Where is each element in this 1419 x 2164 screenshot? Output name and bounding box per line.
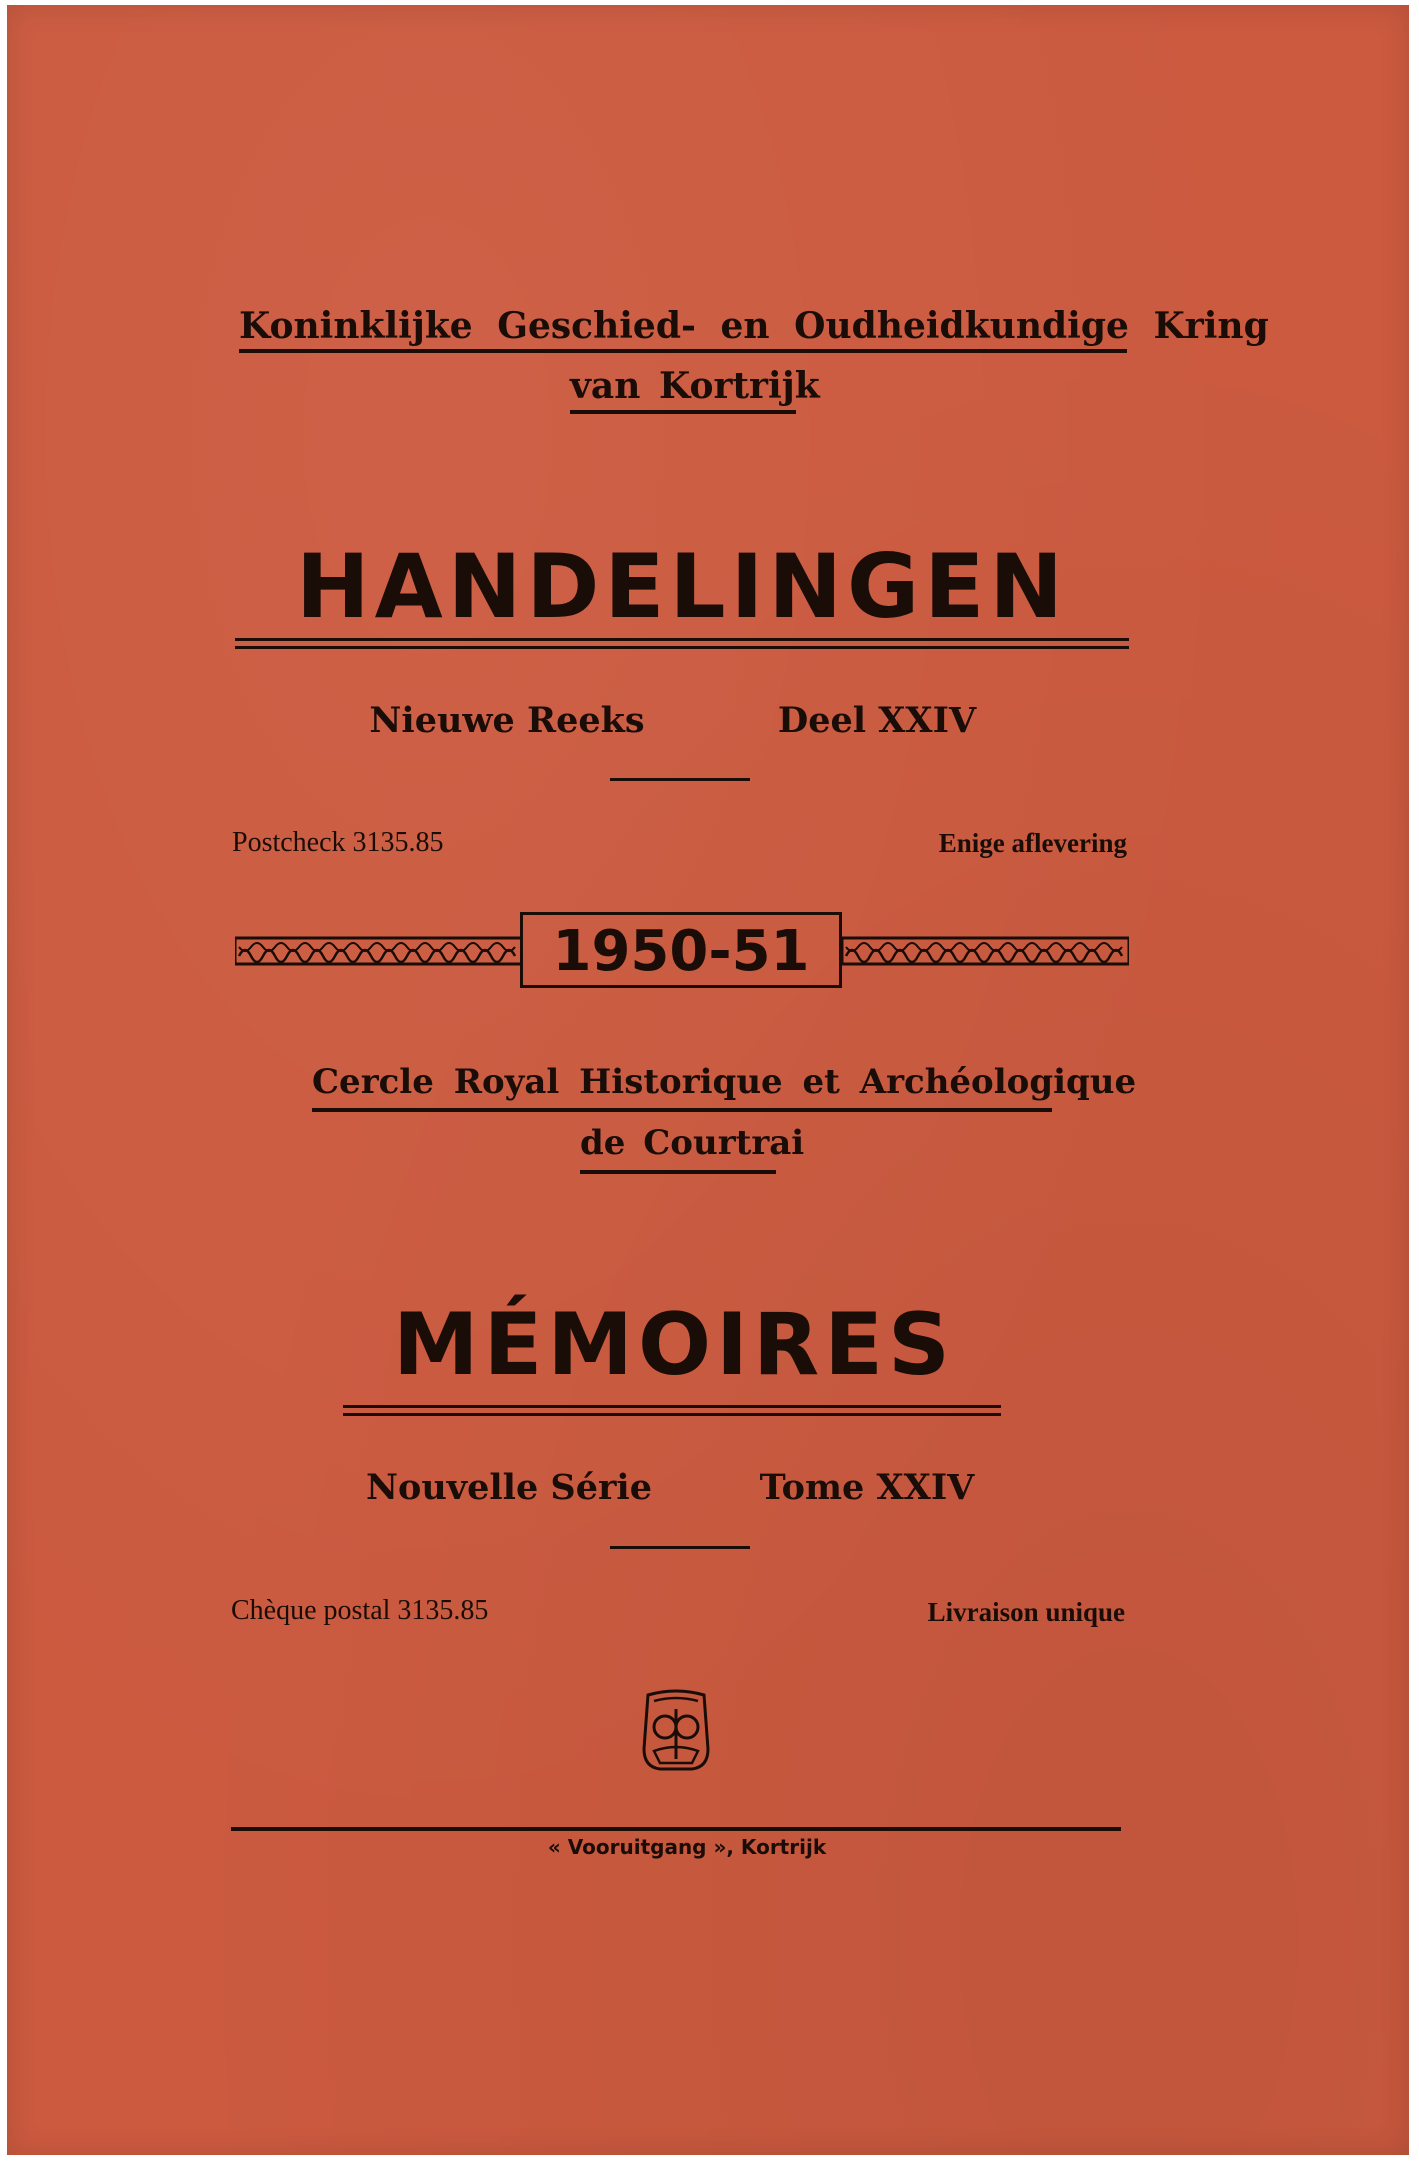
printer-mark-icon <box>634 1689 718 1773</box>
underline-rule <box>312 1108 1052 1112</box>
double-rule-top <box>343 1405 1001 1408</box>
series-tome: Tome XXIV <box>759 1467 975 1508</box>
series-nouvelle-serie: Nouvelle Série <box>366 1467 652 1508</box>
series-nieuwe-reeks: Nieuwe Reeks <box>369 700 645 741</box>
meander-border-left-icon <box>235 936 522 966</box>
society-name-nl-line2: van Kortrijk <box>570 365 820 407</box>
meander-border-right-icon <box>842 936 1129 966</box>
double-rule-top <box>235 638 1129 641</box>
series-deel: Deel XXIV <box>777 700 977 741</box>
underline-rule <box>570 410 796 414</box>
book-cover <box>7 5 1409 2155</box>
year-label: 1950-51 <box>552 919 810 984</box>
society-name-nl-line1: Koninklijke Geschied- en Oudheidkundige Kring <box>239 305 1269 347</box>
society-name-fr-line1: Cercle Royal Historique et Archéologique <box>312 1062 1137 1102</box>
underline-rule <box>239 349 1127 353</box>
title-memoires: MÉMOIRES <box>393 1295 955 1395</box>
underline-rule <box>580 1170 776 1174</box>
double-rule-bottom <box>343 1413 1001 1416</box>
society-name-fr-line2: de Courtrai <box>580 1123 805 1163</box>
double-rule-bottom <box>235 646 1129 649</box>
short-rule <box>610 778 750 781</box>
short-rule <box>610 1546 750 1549</box>
postcheck-nl: Postcheck 3135.85 <box>232 827 444 858</box>
postcheck-fr: Chèque postal 3135.85 <box>231 1595 489 1626</box>
issue-nl: Enige aflevering <box>938 828 1127 858</box>
issue-fr: Livraison unique <box>927 1597 1125 1627</box>
bottom-rule <box>231 1827 1121 1831</box>
printer-imprint: « Vooruitgang », Kortrijk <box>547 1835 827 1859</box>
title-handelingen: HANDELINGEN <box>295 535 1069 638</box>
